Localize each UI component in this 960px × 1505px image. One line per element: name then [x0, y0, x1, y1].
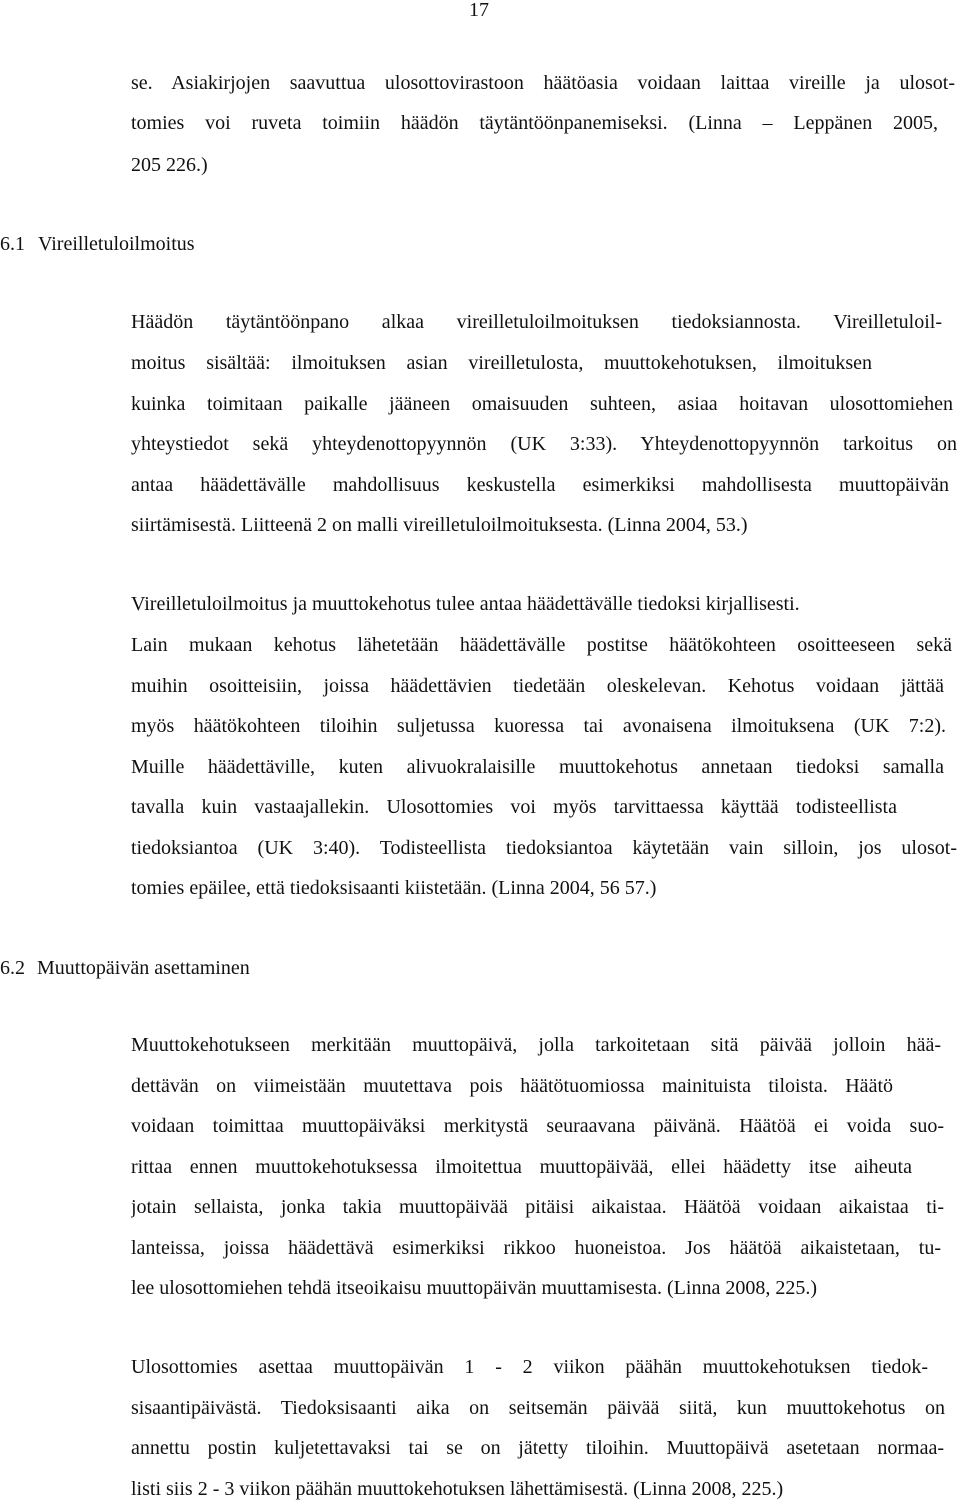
section-heading-6-2 — [0, 956, 250, 980]
text-line: Vireilletuloilmoitus ja muuttokehotus tulee antaa häädettävälle tiedoksi kirjallisesti. — [131, 593, 800, 615]
text-line: Muuttokehotukseen merkitään muuttopäivä, jolla tarkoitetaan sitä päivää jolloin hää- — [131, 1034, 941, 1056]
page-number: 17 — [469, 0, 489, 21]
text-line: sisaantipäivästä. Tiedoksisaanti aika on seitsemän päivää siitä, kun muuttokehotus on — [131, 1397, 945, 1419]
text-line: muihin osoitteisiin, joissa häädettävien tiedetään oleskelevan. Kehotus voidaan jättää — [131, 675, 944, 697]
text-line: tomies epäilee, että tiedoksisaanti kiistetään. (Linna 2004, 56 57.) — [131, 877, 657, 899]
text-line: lee ulosottomiehen tehdä itseoikaisu muuttopäivän muuttamisesta. (Linna 2008, 225.) — [131, 1277, 817, 1299]
section-title: Muuttopäivän asettaminen — [37, 957, 250, 979]
text-line: annettu postin kuljetettavaksi tai se on jätetty tiloihin. Muuttopäivä asetetaan normaa- — [131, 1437, 944, 1459]
text-line: jotain sellaista, jonka takia muuttopäivää pitäisi aikaistaa. Häätöä voidaan aikaistaa ti- — [131, 1196, 944, 1218]
text-line: Muille häädettäville, kuten alivuokralaisille muuttokehotus annetaan tiedoksi samalla — [131, 756, 944, 778]
text-line: dettävän on viimeistään muutettava pois häätötuomiossa mainituista tiloista. Häätö — [131, 1075, 893, 1097]
section-title: Vireilletuloilmoitus — [38, 233, 195, 255]
text-line: 205 226.) — [131, 154, 208, 176]
text-line: Ulosottomies asettaa muuttopäivän 1 - 2 viikon päähän muuttokehotuksen tiedok- — [131, 1356, 928, 1378]
text-line: tomies voi ruveta toimiin häädön täytäntöönpanemiseksi. (Linna – Leppänen 2005, — [131, 112, 938, 134]
text-line: tavalla kuin vastaajallekin. Ulosottomies voi myös tarvittaessa käyttää todisteellista — [131, 796, 897, 818]
section-number: 6.1 — [0, 233, 25, 255]
section-number: 6.2 — [0, 957, 25, 979]
text-line: tiedoksiantoa (UK 3:40). Todisteellista tiedoksiantoa käytetään vain silloin, jos ulosot- — [131, 837, 957, 859]
text-line: rittaa ennen muuttokehotuksessa ilmoitettua muuttopäivää, ellei häädetty itse aiheuta — [131, 1156, 912, 1178]
text-line: moitus sisältää: ilmoituksen asian vireilletulosta, muuttokehotuksen, ilmoituksen — [131, 352, 872, 374]
text-line: lanteissa, joissa häädettävä esimerkiksi rikkoo huoneistoa. Jos häätöä aikaistetaan, tu- — [131, 1237, 941, 1259]
text-line: yhteystiedot sekä yhteydenottopyynnön (UK 3:33). Yhteydenottopyynnön tarkoitus on — [131, 433, 957, 455]
text-line: kuinka toimitaan paikalle jääneen omaisuuden suhteen, asiaa hoitavan ulosottomiehen — [131, 393, 953, 415]
text-line: se. Asiakirjojen saavuttua ulosottovirastoon häätöasia voidaan laittaa vireille ja ulosot- — [131, 72, 955, 94]
section-heading-6-1 — [0, 232, 195, 256]
text-line: listi siis 2 - 3 viikon päähän muuttokehotuksen lähettämisestä. (Linna 2008, 225.) — [131, 1478, 784, 1500]
text-line: antaa häädettävälle mahdollisuus keskustella esimerkiksi mahdollisesta muuttopäivän — [131, 474, 949, 496]
text-line: Lain mukaan kehotus lähetetään häädettävälle postitse häätökohteen osoitteeseen sekä — [131, 634, 952, 656]
text-line: Häädön täytäntöönpano alkaa vireilletuloilmoituksen tiedoksiannosta. Vireilletuloil- — [131, 311, 942, 333]
text-line: myös häätökohteen tiloihin suljetussa kuoressa tai avonaisena ilmoituksena (UK 7:2). — [131, 715, 946, 737]
text-line: siirtämisestä. Liitteenä 2 on malli vireilletuloilmoituksesta. (Linna 2004, 53.) — [131, 514, 748, 536]
text-line: voidaan toimittaa muuttopäiväksi merkitystä seuraavana päivänä. Häätöä ei voida suo- — [131, 1115, 944, 1137]
